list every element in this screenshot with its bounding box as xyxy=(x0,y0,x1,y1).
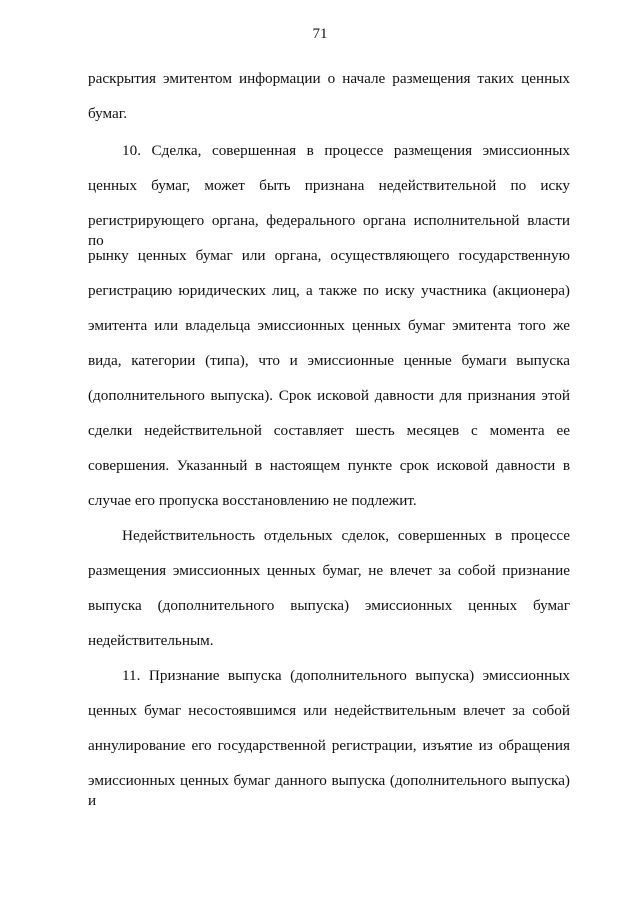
text-line: бумаг. xyxy=(88,105,128,122)
paragraph-line: вида, категории (типа), что и эмиссионные ценные бумаги выпуска xyxy=(88,352,570,369)
paragraph-line: случае его пропуска восстановлению не подлежит. xyxy=(88,492,417,509)
paragraph-line: эмитента или владельца эмиссионных ценных бумаг эмитента того же xyxy=(88,317,570,334)
paragraph-line: ценных бумаг несостоявшимся или недействительным влечет за собой xyxy=(88,702,570,719)
paragraph-line: 10. Сделка, совершенная в процессе размещения эмиссионных xyxy=(122,142,570,159)
paragraph-line: 11. Признание выпуска (дополнительного выпуска) эмиссионных xyxy=(122,667,570,684)
paragraph-line: выпуска (дополнительного выпуска) эмиссионных ценных бумаг xyxy=(88,597,570,614)
paragraph-line: рынку ценных бумаг или органа, осуществляющего государственную xyxy=(88,247,570,264)
paragraph-line: эмиссионных ценных бумаг данного выпуска (дополнительного выпуска) и xyxy=(88,772,570,809)
paragraph-line: сделки недействительной составляет шесть месяцев с момента ее xyxy=(88,422,570,439)
paragraph-line: Недействительность отдельных сделок, совершенных в процессе xyxy=(122,527,570,544)
paragraph-line: совершения. Указанный в настоящем пункте срок исковой давности в xyxy=(88,457,570,474)
text-line: раскрытия эмитентом информации о начале размещения таких ценных xyxy=(88,70,570,87)
paragraph-line: регистрацию юридических лиц, а также по иску участника (акционера) xyxy=(88,282,570,299)
paragraph-line: недействительным. xyxy=(88,632,214,649)
paragraph-line: регистрирующего органа, федерального органа исполнительной власти по xyxy=(88,212,570,249)
paragraph-line: аннулирование его государственной регистрации, изъятие из обращения xyxy=(88,737,570,754)
paragraph-line: (дополнительного выпуска). Срок исковой давности для признания этой xyxy=(88,387,570,404)
page-number: 71 xyxy=(312,26,328,42)
paragraph-line: размещения эмиссионных ценных бумаг, не влечет за собой признание xyxy=(88,562,570,579)
paragraph-line: ценных бумаг, может быть признана недействительной по иску xyxy=(88,177,570,194)
